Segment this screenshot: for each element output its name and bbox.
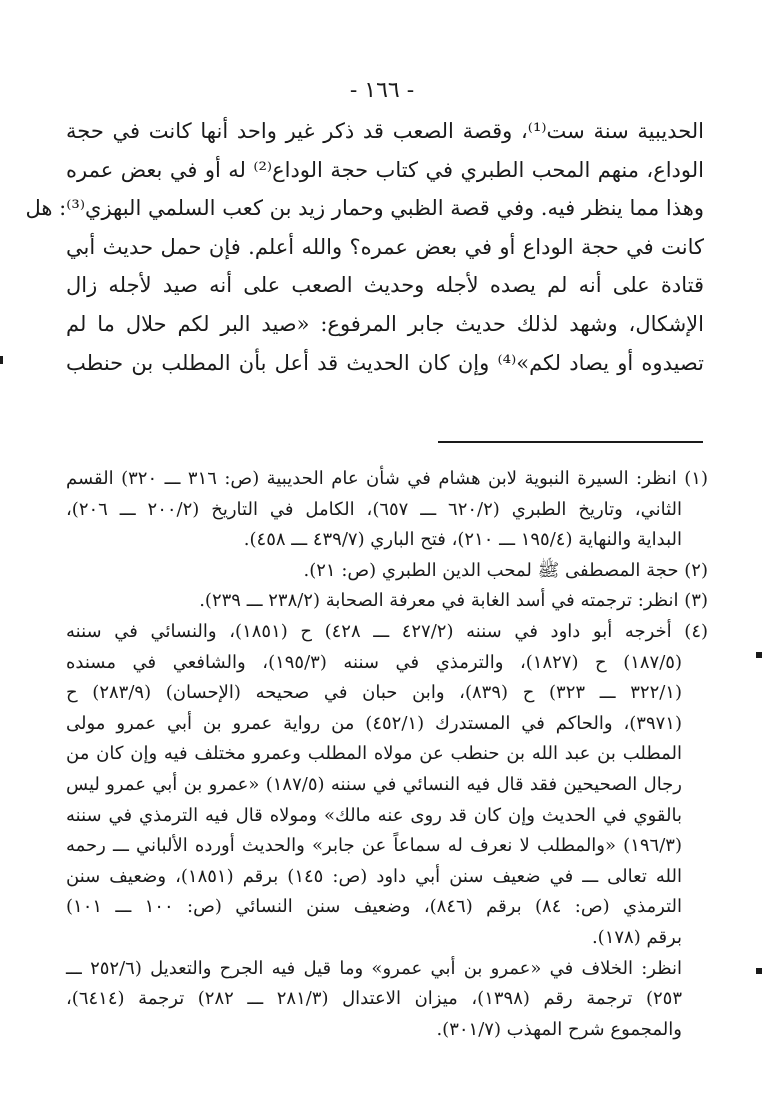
footnote-separator <box>438 441 703 443</box>
footnote-line: المطلب بن عبد الله بن حنطب عن مولاه المطلب وعمرو مختلف فيه وإن كان من <box>66 743 682 765</box>
main-text-line: وهذا مما ينظر فيه. وفي قصة الظبي وحمار زيد بن كعب السلمي البهزي⁽³⁾: هل <box>25 196 704 221</box>
scan-edge-mark <box>0 356 3 364</box>
footnotes-section <box>66 464 708 1045</box>
footnote-line: (١) انظر: السيرة النبوية لابن هشام في شأن عام الحديبية (ص: ٣١٦ ـــ ٣٢٠) القسم <box>66 468 708 489</box>
main-text-line: الوداع، منهم المحب الطبري في كتاب حجة الوداع⁽²⁾ له أو في بعض عمره <box>66 157 704 182</box>
footnote-line: (٢) حجة المصطفى ﷺ لمحب الدين الطبري (ص: ٢١). <box>303 559 708 581</box>
footnote-line: الترمذي (ص: ٨٤) برقم (٨٤٦)، وضعيف سنن النسائي (ص: ١٠٠ ـــ ١٠١) <box>66 896 683 918</box>
footnote-line: (٣) انظر: ترجمته في أسد الغابة في معرفة الصحابة (٢٣٨/٢ ـــ ٢٣٩). <box>199 590 708 612</box>
footnote-line: الله تعالى ـــ في ضعيف سنن أبي داود (ص: ١٤٥) برقم (١٨٥١)، وضعيف سنن <box>66 865 682 887</box>
footnote-line: ٢٥٣) ترجمة رقم (١٣٩٨)، ميزان الاعتدال (٢٨١/٣ ـــ ٢٨٢) ترجمة (٦٤١٤)، <box>66 988 682 1010</box>
footnote-line: (٤) أخرجه أبو داود في سننه (٤٢٧/٢ ـــ ٤٢٨) ح (١٨٥١)، والنسائي في سننه <box>66 620 709 642</box>
footnote-line: (١٨٧/٥) ح (١٨٢٧)، والترمذي في سننه (١٩٥/٣)، والشافعي في مسنده <box>66 651 682 673</box>
footnote-line: رجال الصحيحين فقد قال فيه النسائي في سننه (١٨٧/٥) «عمرو بن أبي عمرو ليس <box>66 773 683 795</box>
footnote-line: (١٩٦/٣) «والمطلب لا نعرف له سماعاً عن جابر» والحديث أورده الألباني ـــ رحمه <box>66 835 682 857</box>
footnote-line: (٣٩٧١)، والحاكم في المستدرك (٤٥٢/١) من رواية عمرو بن أبي عمرو مولى <box>66 712 682 734</box>
main-text-line: قتادة على أنه لم يصده لأجله وحديث الصعب على أنه صيد لأجله زال <box>66 273 704 298</box>
main-text-line: كانت في حجة الوداع أو في بعض عمره؟ والله أعلم. فإن حمل حديث أبي <box>66 234 704 259</box>
footnote-line: (٣٢٢/١ ـــ ٣٢٣) ح (٨٣٩)، وابن حبان في صحيحه (الإحسان) (٢٨٣/٩) ح <box>66 682 683 704</box>
main-text-body <box>25 112 704 382</box>
footnote-line: بالقوي في الحديث وإن كان قد روى عنه مالك» ومولاه قال فيه الترمذي في سننه <box>66 804 682 826</box>
main-text-line: تصيدوه أو يصاد لكم»⁽⁴⁾ وإن كان الحديث قد أعل بأن المطلب بن حنطب <box>66 350 704 375</box>
main-text-line: الحديبية سنة ست⁽¹⁾، وقصة الصعب قد ذكر غير واحد أنها كانت في حجة <box>66 119 704 143</box>
footnote-line: برقم (١٧٨). <box>591 926 682 948</box>
page-number: - ١٦٦ - <box>349 78 415 103</box>
footnote-line: البداية والنهاية (١٩٥/٤ ـــ ٢١٠)، فتح الباري (٤٣٩/٧ ـــ ٤٥٨). <box>243 529 682 551</box>
footnote-line: الثاني، وتاريخ الطبري (٦٢٠/٢ ـــ ٦٥٧)، الكامل في التاريخ (٢٠٠/٢ ـــ ٢٠٦)، <box>66 498 683 520</box>
scan-edge-mark <box>756 652 762 658</box>
footnote-line: والمجموع شرح المهذب (٣٠١/٧). <box>436 1018 682 1040</box>
footnote-line: انظر: الخلاف في «عمرو بن أبي عمرو» وما قيل فيه الجرح والتعديل (٢٥٢/٦ ـــ <box>66 957 682 979</box>
scan-edge-mark <box>756 968 762 974</box>
main-text-line: الإشكال، وشهد لذلك حديث جابر المرفوع: «صيد البر لكم حلال ما لم <box>66 311 704 336</box>
